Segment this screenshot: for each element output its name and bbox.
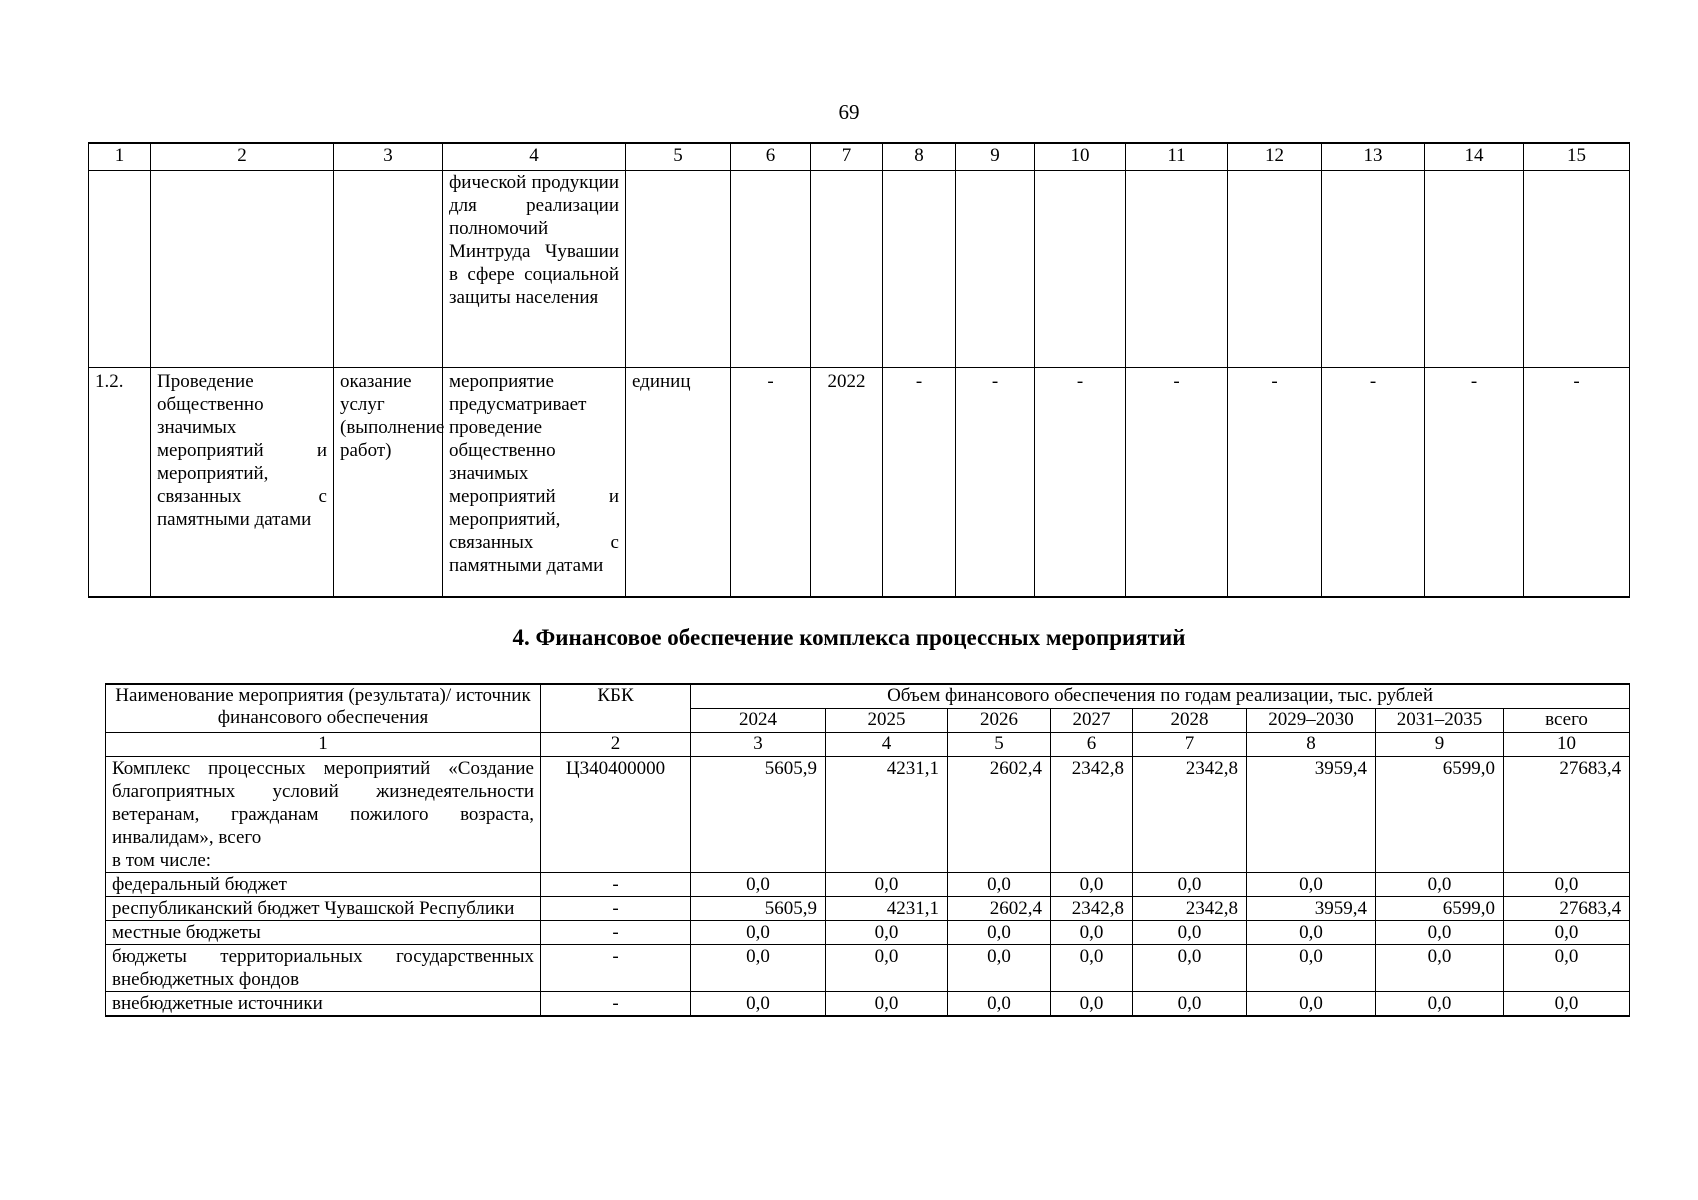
cell-value: 0,0	[1376, 992, 1504, 1017]
row-kbk: -	[541, 921, 691, 945]
row-name: республиканский бюджет Чувашской Республики	[106, 897, 541, 921]
cell-value: -	[883, 368, 956, 598]
row-name: федеральный бюджет	[106, 873, 541, 897]
cell-value: 0,0	[1133, 873, 1247, 897]
page-number: 69	[838, 100, 860, 124]
row-kbk: Ц340400000	[541, 757, 691, 873]
col-number: 15	[1524, 143, 1630, 171]
col-number: 8	[883, 143, 956, 171]
col-number: 9	[1376, 733, 1504, 757]
year-header: 2024	[691, 709, 826, 733]
cell-value: 2342,8	[1133, 897, 1247, 921]
cell-value: 2602,4	[948, 757, 1051, 873]
year-header: 2031–2035	[1376, 709, 1504, 733]
cell-value: 3959,4	[1247, 757, 1376, 873]
cell-value: 0,0	[691, 921, 826, 945]
col-number: 10	[1035, 143, 1126, 171]
cell-value: 0,0	[1051, 992, 1133, 1017]
cell-value: -	[1126, 368, 1228, 598]
cell-value: 0,0	[1051, 873, 1133, 897]
col-number: 3	[691, 733, 826, 757]
cell-value: 0,0	[1133, 921, 1247, 945]
cell-value: 0,0	[1504, 945, 1630, 992]
cell-value: 0,0	[1051, 921, 1133, 945]
measures-table	[88, 142, 1630, 598]
cell-value: 0,0	[826, 921, 948, 945]
table-row	[89, 368, 1630, 598]
col-number: 14	[1425, 143, 1524, 171]
head-kbk: КБК	[541, 684, 691, 733]
financing-table	[105, 683, 1630, 1017]
year-header: 2028	[1133, 709, 1247, 733]
cell-value: 0,0	[826, 873, 948, 897]
cell-value: 2342,8	[1051, 897, 1133, 921]
cell-value: -	[1035, 368, 1126, 598]
cell-value: 3959,4	[1247, 897, 1376, 921]
col-number: 7	[811, 143, 883, 171]
cell-value: 0,0	[1247, 945, 1376, 992]
cell-value: -	[956, 368, 1035, 598]
table-row	[106, 897, 1630, 921]
col-number: 7	[1133, 733, 1247, 757]
row-kbk: -	[541, 992, 691, 1017]
cell-value: 5605,9	[691, 897, 826, 921]
cell-value: 6599,0	[1376, 897, 1504, 921]
cell-value: 0,0	[948, 945, 1051, 992]
cell-value: 0,0	[1247, 992, 1376, 1017]
table-header-row	[89, 143, 1630, 171]
cell-value: 0,0	[1376, 873, 1504, 897]
table-row	[106, 992, 1630, 1017]
row-name: Комплекс процессных мероприятий «Создание благоприятных условий жизнедеятельности ветеранам, гражданам пожилого возраста, инвалидам», всего в том числе:	[106, 757, 541, 873]
base-year: 2022	[811, 368, 883, 598]
cell-value: -	[1425, 368, 1524, 598]
cell-value: 0,0	[1504, 992, 1630, 1017]
col-number: 5	[626, 143, 731, 171]
col-number: 5	[948, 733, 1051, 757]
measure-name: Проведение общественно значимых мероприятий и мероприятий, связанных с памятными датами	[151, 368, 334, 598]
cell-value: 27683,4	[1504, 897, 1630, 921]
cell-value: 0,0	[1376, 945, 1504, 992]
row-kbk: -	[541, 873, 691, 897]
table-row	[106, 873, 1630, 897]
col-number: 10	[1504, 733, 1630, 757]
section-title: 4. Финансовое обеспечение комплекса процессных мероприятий	[512, 625, 1186, 650]
cell-value: 5605,9	[691, 757, 826, 873]
cell-value: 0,0	[1051, 945, 1133, 992]
table-row	[106, 945, 1630, 992]
measure-unit: единиц	[626, 368, 731, 598]
col-number: 6	[1051, 733, 1133, 757]
table-row	[106, 757, 1630, 873]
cell-value: 0,0	[691, 992, 826, 1017]
row-name: местные бюджеты	[106, 921, 541, 945]
col-number: 2	[541, 733, 691, 757]
head-name: Наименование мероприятия (результата)/ источник финансового обеспечения	[106, 684, 541, 733]
cell-value: 4231,1	[826, 757, 948, 873]
cell-value: 0,0	[1504, 921, 1630, 945]
cell-value: 0,0	[826, 992, 948, 1017]
col-number: 4	[443, 143, 626, 171]
col-number: 6	[731, 143, 811, 171]
cell-value: 0,0	[1133, 992, 1247, 1017]
col-number: 11	[1126, 143, 1228, 171]
cell-value: 4231,1	[826, 897, 948, 921]
year-header: 2027	[1051, 709, 1133, 733]
cell-value: 0,0	[691, 873, 826, 897]
row-kbk: -	[541, 945, 691, 992]
cell-value: 0,0	[826, 945, 948, 992]
table-header-row	[106, 733, 1630, 757]
cell-value: -	[1228, 368, 1322, 598]
measure-description: мероприятие предусматривает проведение общественно значимых мероприятий и мероприятий, связанных с памятными датами	[443, 368, 626, 598]
table-header-row	[106, 684, 1630, 709]
cell-value: 0,0	[1247, 873, 1376, 897]
col-number: 9	[956, 143, 1035, 171]
cell-value: 0,0	[1504, 873, 1630, 897]
col-number: 2	[151, 143, 334, 171]
cell-value: 2342,8	[1133, 757, 1247, 873]
cell-value: -	[1322, 368, 1425, 598]
year-header: 2025	[826, 709, 948, 733]
year-header: всего	[1504, 709, 1630, 733]
measure-type: оказание услуг (выполнение работ)	[334, 368, 443, 598]
row-name: бюджеты территориальных государственных внебюджетных фондов	[106, 945, 541, 992]
col-number: 1	[89, 143, 151, 171]
cell-value: -	[1524, 368, 1630, 598]
cell-value: 0,0	[1133, 945, 1247, 992]
row-name: внебюджетные источники	[106, 992, 541, 1017]
table-row	[89, 171, 1630, 368]
col-number: 3	[334, 143, 443, 171]
cell-value: 27683,4	[1504, 757, 1630, 873]
year-header: 2029–2030	[1247, 709, 1376, 733]
col-number: 4	[826, 733, 948, 757]
measure-description: фической продукции для реализации полномочий Минтруда Чувашии в сфере социальной защиты населения	[443, 171, 626, 368]
row-kbk: -	[541, 897, 691, 921]
head-volume: Объем финансового обеспечения по годам реализации, тыс. рублей	[691, 684, 1630, 709]
cell-value: 0,0	[1247, 921, 1376, 945]
cell-value: 2602,4	[948, 897, 1051, 921]
cell-value: 0,0	[948, 992, 1051, 1017]
cell-value: 2342,8	[1051, 757, 1133, 873]
col-number: 8	[1247, 733, 1376, 757]
col-number: 1	[106, 733, 541, 757]
col-number: 13	[1322, 143, 1425, 171]
table-row	[106, 921, 1630, 945]
col-number: 12	[1228, 143, 1322, 171]
cell-value: 0,0	[691, 945, 826, 992]
row-number: 1.2.	[89, 368, 151, 598]
year-header: 2026	[948, 709, 1051, 733]
cell-value: 0,0	[948, 873, 1051, 897]
cell-value: -	[731, 368, 811, 598]
cell-value: 0,0	[1376, 921, 1504, 945]
cell-value: 0,0	[948, 921, 1051, 945]
cell-value: 6599,0	[1376, 757, 1504, 873]
